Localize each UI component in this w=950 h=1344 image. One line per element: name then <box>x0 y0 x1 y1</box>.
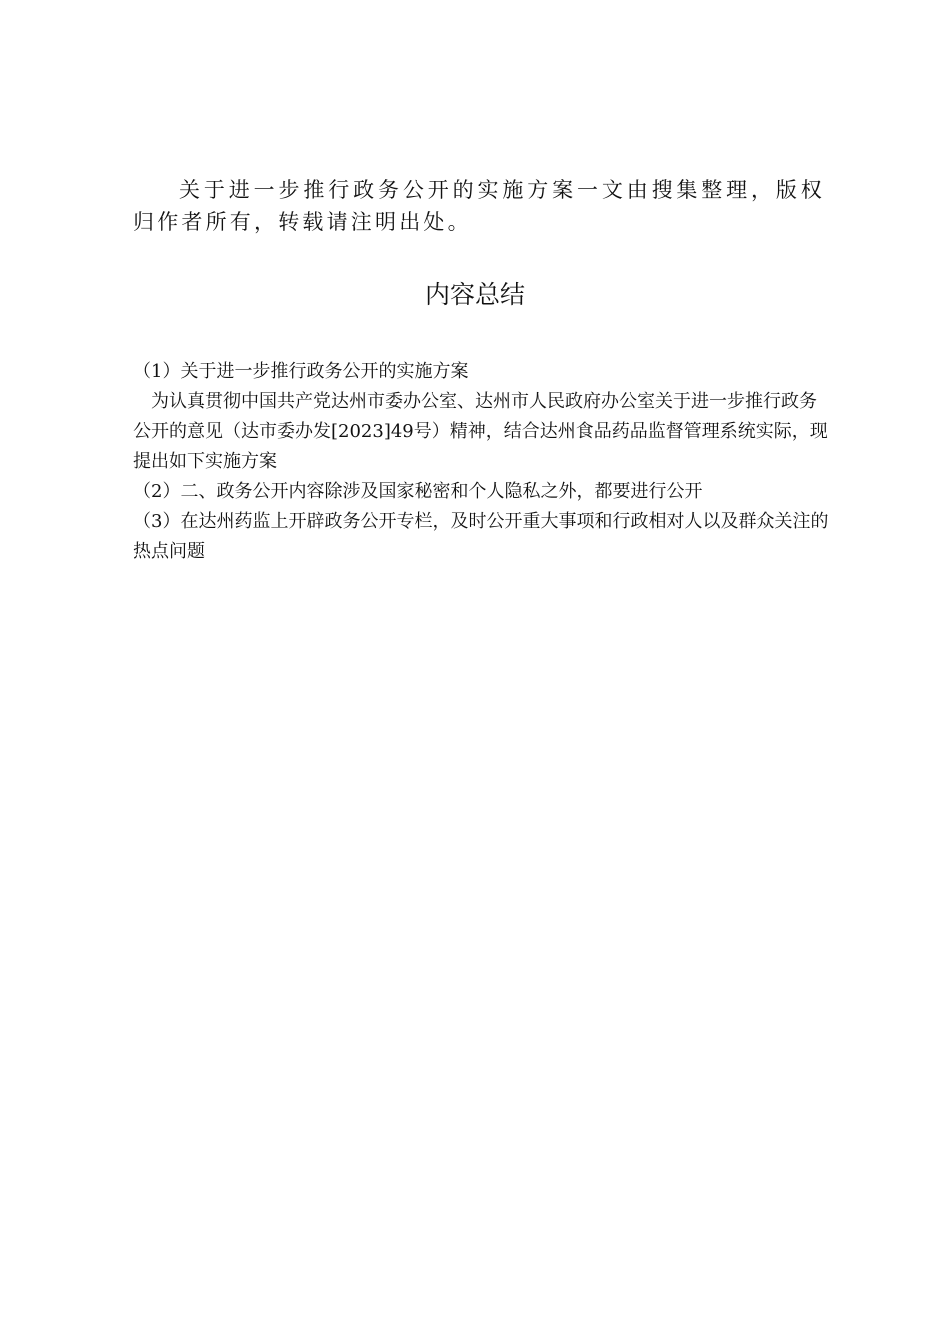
summary-section <box>133 357 833 567</box>
summary-item-3: （3）在达州药监上开辟政务公开专栏，及时公开重大事项和行政相对人以及群众关注的热点问题 <box>133 511 829 562</box>
summary-title: 内容总结 <box>424 280 525 309</box>
summary-item-1: （1）关于进一步推行政务公开的实施方案 <box>133 361 469 382</box>
summary-body-paragraph: 为认真贯彻中国共产党达州市委办公室、达州市人民政府办公室关于进一步推行政务公开的意见（达市委办发[2023]49号）精神，结合达州食品药品监督管理系统实际，现提出如下实施方案 <box>133 391 828 472</box>
summary-item-2: （2）二、政务公开内容除涉及国家秘密和个人隐私之外，都要进行公开 <box>133 481 703 502</box>
intro-paragraph: 关于进一步推行政务公开的实施方案一文由搜集整理，版权归作者所有，转载请注明出处。 <box>133 178 825 234</box>
